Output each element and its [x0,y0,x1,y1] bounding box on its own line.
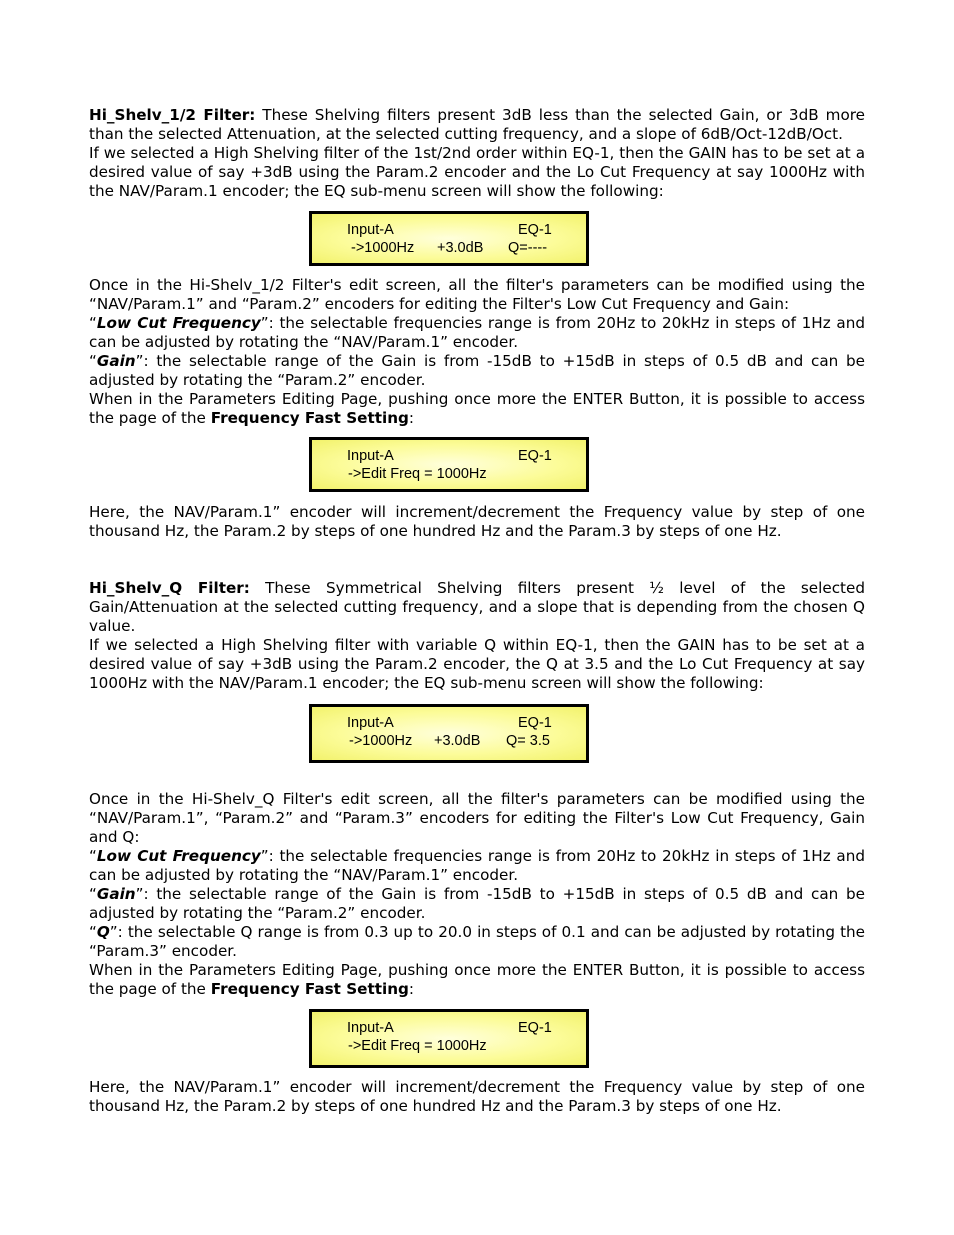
lcd-q-value: Q= 3.5 [506,733,550,749]
lcd-edit-freq: ->Edit Freq = 1000Hz [348,1038,487,1054]
lcd-gain-value: +3.0dB [437,240,484,256]
s2-intro: Hi_Shelv_Q Filter: These Symmetrical Shelving filters present ½ level of the selected Gain/Attenuation at the selected cutting frequency, and a slope that is depending from the chosen Q value. [89,579,865,635]
s1-lcf-desc: “Low Cut Frequency”: the selectable frequencies range is from 20Hz to 20kHz in steps of 1Hz and can be adjusted by rotating the “NAV/Param.1” encoder. [89,314,865,351]
lcd-input-label: Input-A [347,715,394,731]
s2-q-desc: “Q”: the selectable Q range is from 0.3 up to 20.0 in steps of 0.1 and can be adjusted by rotating the “Param.3” encoder. [89,923,865,960]
s1-intro: Hi_Shelv_1/2 Filter: These Shelving filters present 3dB less than the selected Gain, or 3dB more than the selected Attenuation, at the selected cutting frequency, and a slope of 6dB/Oct-12dB/Oct. [89,106,865,143]
lcd-eq-label: EQ-1 [518,448,552,464]
lcd-display-hishelv12 [309,211,589,266]
lcd-freq-value: ->1000Hz [351,240,415,256]
s1-gain-desc: “Gain”: the selectable range of the Gain is from -15dB to +15dB in steps of 0.5 dB and can be adjusted by rotating the “Param.2” encoder. [89,352,865,389]
lcd-freq-value: ->1000Hz [349,733,413,749]
lcd-input-label: Input-A [347,222,394,238]
lcd-input-label: Input-A [347,448,394,464]
s1-fast-setting: When in the Parameters Editing Page, pushing once more the ENTER Button, it is possible to access the page of the Frequency Fast Setting: [89,390,865,427]
lcd-display-edit-freq-2 [309,1009,589,1068]
lcd-display-hishelvq [309,704,589,763]
lcd-eq-label: EQ-1 [518,715,552,731]
s1-step-desc: Here, the NAV/Param.1” encoder will increment/decrement the Frequency value by step of one thousand Hz, the Param.2 by steps of one hundred Hz and the Param.3 by steps of one Hz. [89,503,865,540]
s1-edit-screen: Once in the Hi-Shelv_1/2 Filter's edit screen, all the filter's parameters can be modified using the “NAV/Param.1” and “Param.2” encoders for editing the Filter's Low Cut Frequency and Gain: [89,276,865,313]
s1-example: If we selected a High Shelving filter of the 1st/2nd order within EQ-1, then the GAIN has to be set at a desired value of say +3dB using the Param.2 encoder and the Lo Cut Frequency at say 1000Hz with the NAV/Param.1 encoder; the EQ sub-menu screen will show the following: [89,144,865,200]
s1-heading: Hi_Shelv_1/2 Filter: [89,106,256,124]
lcd-gain-value: +3.0dB [434,733,481,749]
document-page [89,106,865,1116]
s2-fast-setting: When in the Parameters Editing Page, pushing once more the ENTER Button, it is possible to access the page of the Frequency Fast Setting: [89,961,865,998]
lcd-eq-label: EQ-1 [518,1020,552,1036]
s2-step-desc: Here, the NAV/Param.1” encoder will increment/decrement the Frequency value by step of one thousand Hz, the Param.2 by steps of one hundred Hz and the Param.3 by steps of one Hz. [89,1078,865,1115]
lcd-edit-freq: ->Edit Freq = 1000Hz [348,466,487,482]
lcd-q-value: Q=---- [508,240,548,256]
lcd-eq-label: EQ-1 [518,222,552,238]
s2-gain-desc: “Gain”: the selectable range of the Gain is from -15dB to +15dB in steps of 0.5 dB and can be adjusted by rotating the “Param.2” encoder. [89,885,865,922]
lcd-display-edit-freq-1 [309,437,589,492]
s2-lcf-desc: “Low Cut Frequency”: the selectable frequencies range is from 20Hz to 20kHz in steps of 1Hz and can be adjusted by rotating the “NAV/Param.1” encoder. [89,847,865,884]
s2-heading: Hi_Shelv_Q Filter: [89,579,250,597]
s2-edit-screen: Once in the Hi-Shelv_Q Filter's edit screen, all the filter's parameters can be modified using the “NAV/Param.1”, “Param.2” and “Param.3” encoders for editing the Filter's Low Cut Frequency, Gain and Q: [89,790,865,846]
s2-example: If we selected a High Shelving filter with variable Q within EQ-1, then the GAIN has to be set at a desired value of say +3dB using the Param.2 encoder, the Q at 3.5 and the Lo Cut Frequency at say 1000Hz with the NAV/Param.1 encoder; the EQ sub-menu screen will show the following: [89,636,865,692]
lcd-input-label: Input-A [347,1020,394,1036]
